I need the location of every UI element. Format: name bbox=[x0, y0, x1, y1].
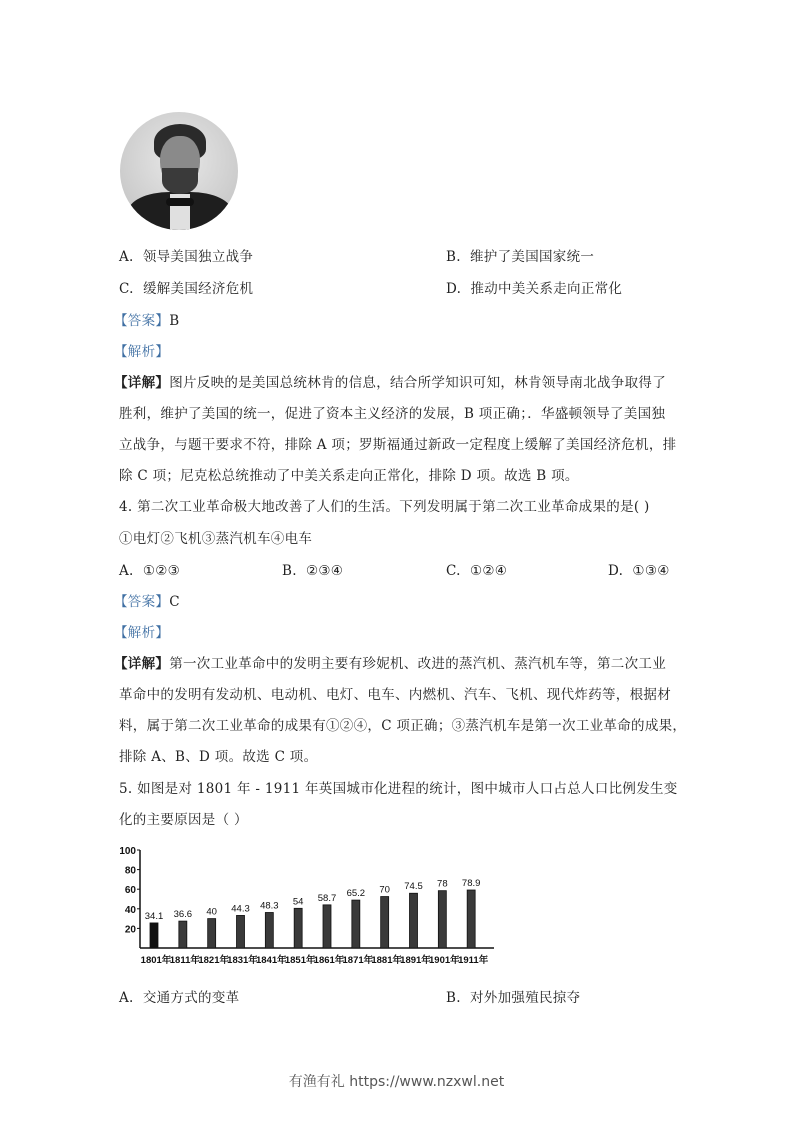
chart-svg bbox=[118, 842, 498, 972]
q3-detail-line-4: 除 C 项；尼克松总统推动了中美关系走向正常化，排除 D 项。故选 B 项。 bbox=[119, 468, 579, 484]
bar bbox=[208, 919, 216, 948]
q5-option-b bbox=[446, 989, 580, 1007]
option-letter: B. bbox=[446, 990, 461, 1006]
bar-value-label: 54 bbox=[292, 896, 304, 908]
y-tick-label: 100 bbox=[119, 846, 136, 857]
q4-option-a bbox=[119, 562, 180, 580]
bar bbox=[323, 905, 331, 948]
option-letter: B. bbox=[446, 249, 461, 265]
option-text: 对外加强殖民掠夺 bbox=[470, 990, 581, 1006]
analysis-tag: 【解析】 bbox=[114, 625, 170, 641]
q4-items: ①电灯②飞机③蒸汽机车④电车 bbox=[119, 531, 313, 547]
x-tick-label: 1821年 bbox=[198, 955, 229, 966]
q3-analysis-heading bbox=[114, 343, 169, 361]
answer-value: C bbox=[169, 594, 180, 610]
q4-detail-line-1 bbox=[114, 655, 666, 673]
bar-value-label: 78 bbox=[437, 878, 448, 890]
detail-text: 第一次工业革命中的发明主要有珍妮机、改进的蒸汽机、蒸汽机车等，第二次工业 bbox=[169, 656, 667, 672]
option-letter: C. bbox=[119, 281, 134, 297]
answer-tag: 【答案】 bbox=[114, 594, 170, 610]
y-tick-label: 40 bbox=[124, 904, 136, 916]
q3-answer bbox=[114, 312, 179, 330]
portrait-beard bbox=[162, 168, 198, 194]
bar-value-label: 78.9 bbox=[461, 878, 481, 890]
x-tick-label: 1831年 bbox=[227, 955, 258, 966]
q3-option-c bbox=[119, 280, 253, 298]
x-tick-label: 1811年 bbox=[169, 955, 200, 966]
portrait-image bbox=[120, 112, 238, 230]
q5-stem-line-2: 化的主要原因是（ ） bbox=[119, 812, 248, 828]
answer-value: B bbox=[169, 313, 180, 329]
footer-watermark: 有渔有礼 https://www.nzxwl.net bbox=[288, 1074, 505, 1090]
q4-answer bbox=[114, 593, 180, 611]
option-letter: A. bbox=[119, 563, 134, 579]
detail-tag: 【详解】 bbox=[114, 375, 170, 391]
x-tick-label: 1861年 bbox=[313, 955, 345, 966]
q5-option-a bbox=[119, 989, 239, 1007]
option-text: 交通方式的变革 bbox=[142, 990, 240, 1006]
bar bbox=[352, 900, 360, 948]
bar-value-label: 44.3 bbox=[231, 903, 250, 915]
bar bbox=[265, 912, 273, 948]
bar bbox=[237, 915, 245, 948]
bar bbox=[381, 897, 389, 948]
option-letter: A. bbox=[119, 990, 134, 1006]
q4-detail-line-4: 排除 A、B、D 项。故选 C 项。 bbox=[119, 749, 318, 765]
x-tick-label: 1901年 bbox=[429, 955, 460, 966]
option-letter: C. bbox=[446, 563, 461, 579]
y-tick-label: 20 bbox=[124, 924, 136, 936]
bar bbox=[150, 923, 158, 948]
bar-value-label: 74.5 bbox=[404, 881, 423, 893]
option-letter: D. bbox=[608, 563, 624, 579]
q3-option-b bbox=[446, 248, 594, 266]
analysis-tag: 【解析】 bbox=[114, 344, 170, 360]
x-tick-label: 1841年 bbox=[256, 955, 287, 966]
y-tick-label: 60 bbox=[124, 885, 136, 897]
q5-stem-line-1: 5. 如图是对 1801 年 - 1911 年英国城市化进程的统计，图中城市人口占总人口比例发生变 bbox=[119, 781, 678, 797]
q4-stem: 4. 第二次工业革命极大地改善了人们的生活。下列发明属于第二次工业革命成果的是( ) bbox=[119, 499, 650, 515]
bar-value-label: 65.2 bbox=[346, 888, 366, 900]
option-text: ②③④ bbox=[306, 563, 344, 579]
option-letter: D. bbox=[446, 281, 462, 297]
detail-text: 图片反映的是美国总统林肯的信息，结合所学知识可知，林肯领导南北战争取得了 bbox=[169, 375, 667, 391]
q3-detail-line-2: 胜利，维护了美国的统一，促进了资本主义经济的发展，B 项正确；．华盛顿领导了美国独 bbox=[119, 406, 666, 422]
x-tick-label: 1851年 bbox=[284, 955, 316, 966]
bar bbox=[294, 908, 302, 948]
x-tick-label: 1891年 bbox=[400, 955, 431, 966]
bar bbox=[467, 890, 475, 948]
bar-value-label: 40 bbox=[206, 906, 217, 918]
bar bbox=[179, 921, 187, 948]
option-text: ①③④ bbox=[632, 563, 670, 579]
option-text: 推动中美关系走向正常化 bbox=[470, 281, 623, 297]
q4-detail-line-3: 料，属于第二次工业革命的成果有①②④，C 项正确；③蒸汽机车是第一次工业革命的成果， bbox=[119, 718, 687, 734]
q4-option-d bbox=[608, 562, 670, 580]
bar bbox=[438, 891, 446, 948]
x-tick-label: 1801年 bbox=[140, 955, 172, 966]
bar-value-label: 34.1 bbox=[144, 910, 164, 922]
x-tick-label: 1881年 bbox=[371, 955, 402, 966]
bar bbox=[410, 893, 418, 948]
bar-value-label: 36.6 bbox=[173, 909, 193, 921]
bar-value-label: 58.7 bbox=[317, 892, 337, 904]
option-text: 领导美国独立战争 bbox=[142, 249, 254, 265]
option-text: ①②③ bbox=[142, 563, 181, 579]
option-text: 缓解美国经济危机 bbox=[142, 281, 254, 297]
q4-option-c bbox=[446, 562, 507, 580]
q4-option-b bbox=[282, 562, 343, 580]
bar-value-label: 70 bbox=[379, 884, 390, 896]
x-tick-label: 1911年 bbox=[458, 955, 489, 966]
q4-analysis-heading bbox=[114, 624, 169, 642]
portrait-bowtie bbox=[166, 198, 194, 206]
y-tick-label: 80 bbox=[124, 865, 136, 877]
option-letter: A. bbox=[119, 249, 134, 265]
urbanization-bar-chart bbox=[118, 842, 498, 972]
bar-value-label: 48.3 bbox=[260, 900, 279, 912]
x-tick-label: 1871年 bbox=[342, 955, 374, 966]
option-letter: B. bbox=[282, 563, 297, 579]
answer-tag: 【答案】 bbox=[114, 313, 170, 329]
q3-detail-line-3: 立战争，与题干要求不符，排除 A 项；罗斯福通过新政一定程度上缓解了美国经济危机，排 bbox=[119, 437, 677, 453]
q3-option-a bbox=[119, 248, 253, 266]
option-text: 维护了美国国家统一 bbox=[470, 249, 595, 265]
option-text: ①②④ bbox=[469, 563, 508, 579]
q3-option-d bbox=[446, 280, 622, 298]
q3-detail-line-1 bbox=[114, 374, 666, 392]
detail-tag: 【详解】 bbox=[114, 656, 170, 672]
q4-detail-line-2: 革命中的发明有发动机、电动机、电灯、电车、内燃机、汽车、飞机、现代炸药等，根据材 bbox=[119, 687, 671, 703]
